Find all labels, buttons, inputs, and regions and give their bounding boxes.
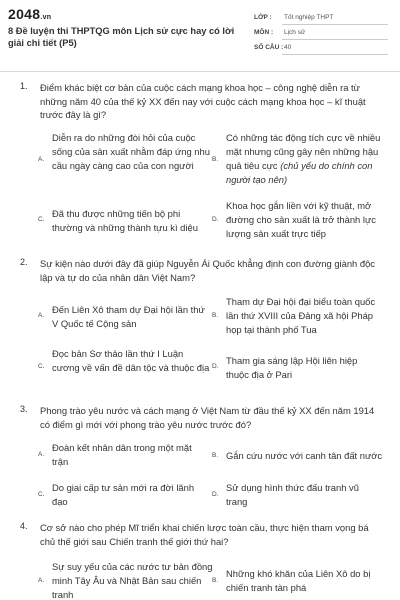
question-number: 2. xyxy=(20,257,28,267)
meta-value: 40 xyxy=(284,44,292,51)
option-text: Tham gia sáng lập Hội liên hiệp thuộc địa ở Pari xyxy=(226,355,358,380)
option-text: Sự suy yếu của các nước tư bản đồng minh Tây Âu và Nhật Bản sau chiến tranh xyxy=(52,561,213,600)
meta-count xyxy=(254,44,394,56)
option-label: D. xyxy=(212,363,219,370)
question-number: 4. xyxy=(20,521,28,531)
option-text: Đã thu được những tiến bộ phi thường và những thành tựu kì diệu xyxy=(52,208,198,233)
question-text: Điểm khác biệt cơ bản của cuộc cách mạng khoa học – công nghệ diễn ra từ những năm 40 của thế kỷ XX đến nay với cuộc cách mạng khoa học – kĩ thuật trước đây là gì? xyxy=(40,82,366,120)
option-text-italic: (chủ yếu do chính con người tạo nên) xyxy=(226,160,373,185)
option-label: A. xyxy=(38,312,45,319)
header-divider xyxy=(0,71,400,72)
meta-label: LỚP : xyxy=(254,14,272,21)
question-number: 3. xyxy=(20,404,28,414)
option-text: Khoa học gắn liền với kỹ thuật, mở đường cho sản xuất là trở thành lực lượng sản xuất trực tiếp xyxy=(226,200,376,239)
option-label: C. xyxy=(38,363,45,370)
meta-underline xyxy=(282,54,388,55)
document-header xyxy=(0,0,400,62)
meta-underline xyxy=(282,39,388,40)
question-text: Cơ sở nào cho phép Mĩ triển khai chiến lược toàn cầu, thực hiện tham vọng bá chủ thế giới sau Chiến tranh thế giới thứ hai? xyxy=(40,522,369,547)
option-label: B. xyxy=(212,156,219,163)
meta-label: SỐ CÂU : xyxy=(254,44,284,51)
document-title: 8 Đề luyện thi THPTQG môn Lịch sử cực hay có lời giải chi tiết (P5) xyxy=(8,26,235,48)
option-label: C. xyxy=(38,491,45,498)
logo-text: 2048 xyxy=(8,6,41,22)
meta-class xyxy=(254,14,394,26)
meta-value: Tốt nghiệp THPT xyxy=(284,14,334,21)
option-text: Đọc bản Sơ thảo lần thứ I Luận cương về vấn đề dân tộc và thuộc địa xyxy=(52,348,210,373)
option-label: B. xyxy=(212,577,219,584)
question-number: 1. xyxy=(20,81,28,91)
option-text: Sử dụng hình thức đấu tranh vũ trang xyxy=(226,482,359,507)
question-text: Phong trào yêu nước và cách mạng ở Việt Nam từ đầu thế kỷ XX đến năm 1914 có điểm gì mới với phong trào yêu nước trước đó? xyxy=(40,405,375,430)
option-text: Đoàn kết nhân dân trong một mặt trận xyxy=(52,442,192,467)
option-label: A. xyxy=(38,156,45,163)
option-text: Có những tác động tích cực về nhiều mặt nhưng cũng gây nên những hậu quả tiêu cực xyxy=(226,132,381,171)
meta-label: MÔN : xyxy=(254,29,274,36)
meta-underline xyxy=(282,24,388,25)
option-label: A. xyxy=(38,451,45,458)
meta-subject xyxy=(254,29,394,41)
option-text: Do giai cấp tư sản mới ra đời lãnh đạo xyxy=(52,482,195,507)
option-text: Gắn cứu nước với canh tân đất nước xyxy=(226,450,383,461)
option-label: C. xyxy=(38,216,45,223)
option-label: D. xyxy=(212,491,219,498)
question-text: Sự kiện nào dưới đây đã giúp Nguyễn Ái Quốc khẳng định con đường giành độc lập và tự do của nhân dân Việt Nam? xyxy=(40,258,375,283)
option-label: D. xyxy=(212,216,219,223)
logo-suffix: .vn xyxy=(40,14,52,21)
option-text: Đến Liên Xô tham dự Đại hội lần thứ V Quốc tế Cộng sản xyxy=(52,304,205,329)
option-text: Diễn ra do những đòi hỏi của cuộc sống của sản xuất nhằm đáp ứng nhu cầu ngày càng cao của con người xyxy=(52,132,210,171)
option-label: B. xyxy=(212,452,219,459)
option-label: A. xyxy=(38,577,45,584)
meta-value: Lịch sử xyxy=(284,29,306,36)
option-label: B. xyxy=(212,312,219,319)
site-logo[interactable] xyxy=(8,6,51,22)
option-text: Tham dự Đại hội đại biểu toàn quốc lần thứ XVIII của Đảng xã hội Pháp họp tại thành phố Tua xyxy=(226,296,376,335)
option-text: Những khó khăn của Liên Xô do bị chiến tranh tàn phá xyxy=(226,568,371,593)
